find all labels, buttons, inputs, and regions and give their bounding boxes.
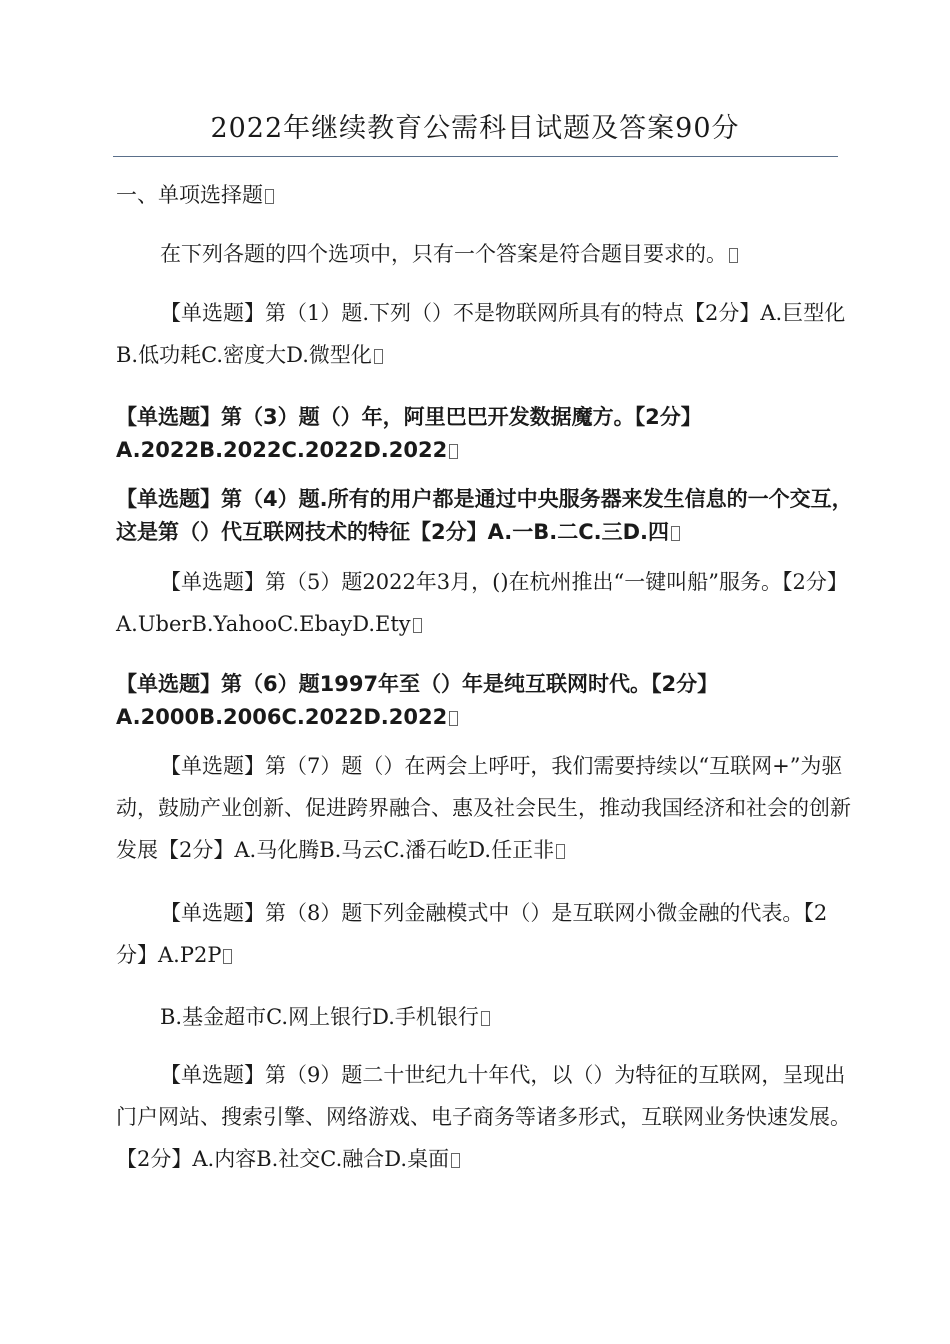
question-1: 【单选题】第（1）题.下列（）不是物联网所具有的特点【2分】A.巨型化B.低功耗C.密度大D.微型化 — [116, 301, 846, 367]
question-9: 【单选题】第（9）题二十世纪九十年代，以（）为特征的互联网，呈现出门户网站、搜索引擎、网络游戏、电子商务等诸多形式，互联网业务快速发展。【2分】A.内容B.社交C.融合D.桌面 — [116, 1063, 851, 1171]
title-divider — [113, 156, 838, 157]
paragraph-mark-icon — [729, 248, 738, 263]
question-5: 【单选题】第（5）题2022年3月，()在杭州推出“一键叫船”服务。【2分】A.UberB.YahooC.EbayD.Ety — [116, 570, 848, 636]
paragraph-mark-icon — [449, 444, 458, 459]
paragraph-mark-icon — [449, 711, 458, 726]
paragraph-mark-icon — [671, 526, 680, 541]
paragraph-mark-icon — [481, 1011, 490, 1026]
paragraph-mark-icon — [556, 844, 565, 859]
question-6: 【单选题】第（6）题1997年至（）年是纯互联网时代。【2分】A.2000B.2006C.2022D.2022 — [116, 672, 719, 729]
paragraph-mark-icon — [223, 949, 232, 964]
instructions-paragraph: 在下列各题的四个选项中，只有一个答案是符合题目要求的。 — [116, 233, 856, 275]
paragraph-mark-icon — [413, 618, 422, 633]
question-7: 【单选题】第（7）题（）在两会上呼吁，我们需要持续以“互联网+”为驱动，鼓励产业创新、促进跨界融合、惠及社会民生，推动我国经济和社会的创新发展【2分】A.马化腾B.马云C.潘石屹D.任正非 — [116, 754, 851, 862]
question-8-options: B.基金超市C.网上银行D.手机银行 — [116, 996, 856, 1038]
paragraph-mark-icon — [451, 1153, 460, 1168]
question-8: 【单选题】第（8）题下列金融模式中（）是互联网小微金融的代表。【2分】A.P2P — [116, 901, 828, 967]
paragraph-mark-icon — [374, 349, 383, 364]
section-heading: 一、单项选择题 — [116, 174, 856, 216]
question-3: 【单选题】第（3）题（）年，阿里巴巴开发数据魔方。【2分】A.2022B.2022C.2022D.2022 — [116, 405, 702, 462]
paragraph-mark-icon — [265, 189, 274, 204]
question-4: 【单选题】第（4）题.所有的用户都是通过中央服务器来发生信息的一个交互，这是第（）代互联网技术的特征【2分】A.一B.二C.三D.四 — [116, 487, 853, 544]
page-title: 2022年继续教育公需科目试题及答案90分 — [210, 113, 740, 144]
